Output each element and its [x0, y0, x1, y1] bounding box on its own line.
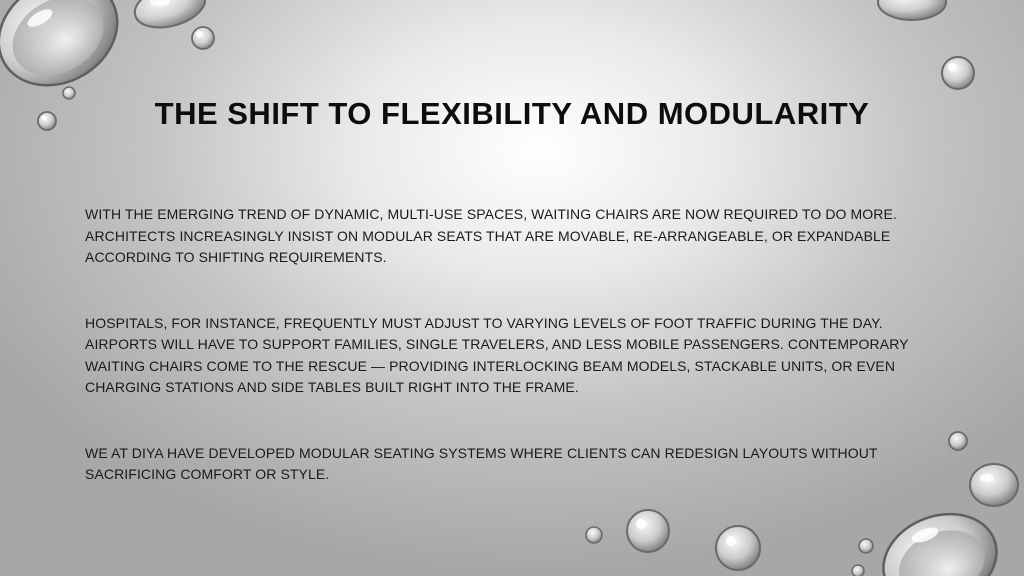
droplet-top-right-oval — [878, 0, 946, 20]
slide-title: THE SHIFT TO FLEXIBILITY AND MODULARITY — [154, 96, 870, 131]
slide-body — [85, 204, 945, 530]
droplet-bottom-5 — [852, 565, 864, 576]
paragraph-diya-systems: WE AT DIYA HAVE DEVELOPED MODULAR SEATING SYSTEMS WHERE CLIENTS CAN REDESIGN LAYOUTS WITHOUT SACRIFICING COMFORT OR STYLE. — [85, 444, 878, 482]
droplet-small-1 — [192, 27, 214, 49]
droplet-top-right-medium — [942, 57, 974, 89]
paragraph-hospitals-airports: HOSPITALS, FOR INSTANCE, FREQUENTLY MUST ADJUST TO VARYING LEVELS OF FOOT TRAFFIC DURING THE DAY. AIRPORTS WILL HAVE TO SUPPORT FAMILIES, SINGLE TRAVELERS, AND LESS MOBILE PASSENGERS. CONTEMPORARY WAITING CHAIRS COME TO THE RESCUE — PROVIDING INTERLOCKING BEAM MODELS, STACKABLE UNITS, OR EVEN CHARGING STATIONS AND SIDE TABLES BUILT RIGHT INTO THE FRAME. — [85, 314, 909, 395]
paragraph-modular-trend: WITH THE EMERGING TREND OF DYNAMIC, MULTI-USE SPACES, WAITING CHAIRS ARE NOW REQUIRED TO DO MORE. ARCHITECTS INCREASINGLY INSIST ON MODULAR SEATS THAT ARE MOVABLE, RE-ARRANGEABLE, OR EXPANDABLE ACCORDING TO SHIFTING REQUIREMENTS. — [85, 206, 897, 265]
droplet-right-small — [949, 432, 967, 450]
droplet-bottom-2 — [716, 526, 760, 570]
droplet-bottom-4 — [859, 539, 873, 553]
droplet-right-medium — [970, 464, 1018, 506]
